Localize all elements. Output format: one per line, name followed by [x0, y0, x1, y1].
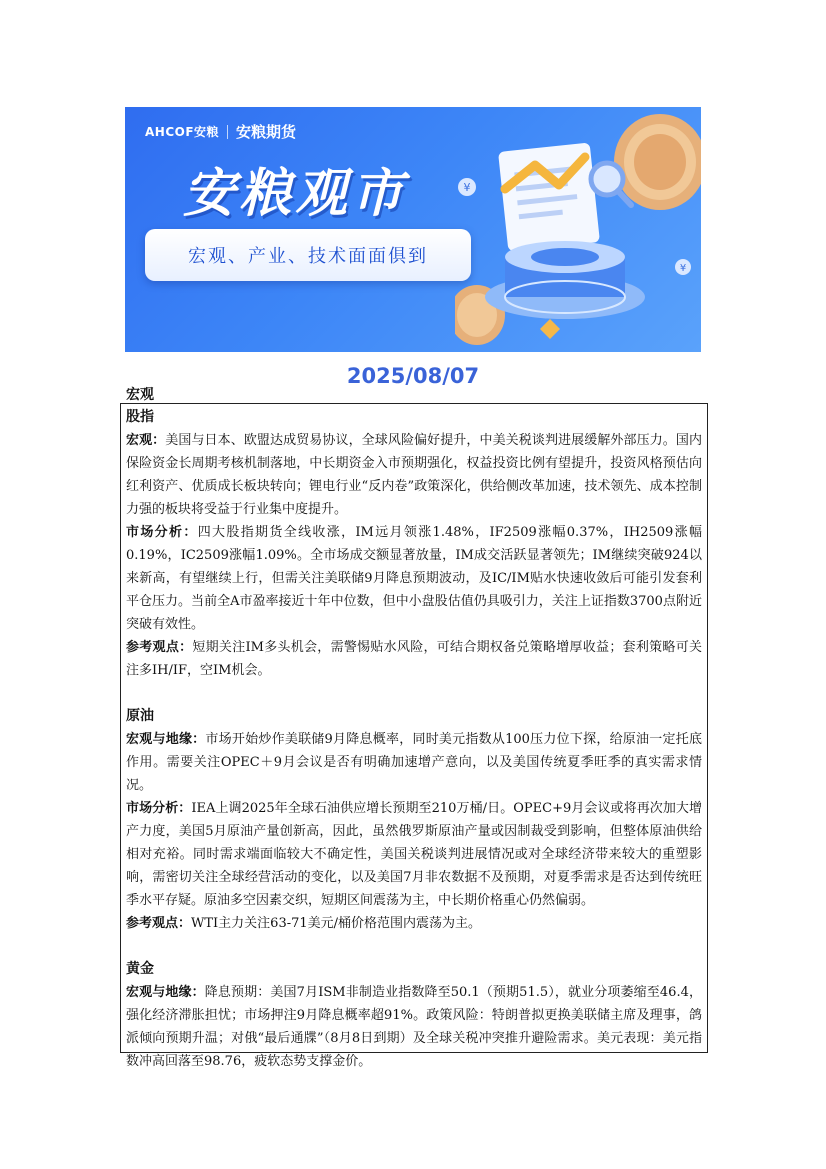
paragraph-text: 市场开始炒作美联储9月降息概率，同时美元指数从100压力位下探，给原油一定托底作用。需要关注OPEC＋9月会议是否有明确加速增产意向，以及美国传统夏季旺季的真实需求情况。	[126, 732, 702, 793]
paragraph-text: 美国与日本、欧盟达成贸易协议，全球风险偏好提升，中美关税谈判进展缓解外部压力。国内保险资金长周期考核机制落地，中长期资金入市预期强化，权益投资比例有望提升，投资风格预估向红利资产、优质成长板块转向；锂电行业“反内卷”政策深化，供给侧改革加速，技术领先、成本控制力强的板块将受益于行业集中度提升。	[126, 433, 702, 517]
section-heading: 黄金	[126, 961, 154, 977]
paragraph-text: 四大股指期货全线收涨，IM远月领涨1.48%，IF2509涨幅0.37%，IH2509涨幅0.19%，IC2509涨幅1.09%。全市场成交额显著放量，IM成交活跃显著领先；IM继续突破924以来新高，有望继续上行，但需关注美联储9月降息预期波动，及IC/IM贴水快速收敛后可能引发套利平仓压力。当前全A市盈率接近十年中位数，但中小盘股估值仍具吸引力，关注上证指数3700点附近突破有效性。	[126, 525, 702, 632]
paragraph-label: 市场分析：	[126, 525, 198, 540]
yen-icon	[458, 178, 476, 196]
section-heading: 股指	[126, 409, 154, 425]
svg-text:¥: ¥	[463, 181, 471, 194]
brand-bar	[145, 121, 296, 142]
paragraph-text: WTI主力关注63-71美元/桶价格范围内震荡为主。	[191, 916, 482, 931]
company-logo: AHCOF安粮	[145, 125, 220, 139]
brand-divider	[227, 125, 228, 139]
paragraph	[126, 728, 702, 797]
paragraph	[126, 636, 702, 682]
banner-title: 安粮观市	[183, 164, 408, 224]
paragraph	[126, 912, 702, 935]
paragraph-text: 降息预期：美国7月ISM非制造业指数降至50.1（预期51.5），就业分项萎缩至46.4，强化经济滞胀担忧；市场押注9月降息概率超91%。政策风险：特朗普拟更换美联储主席及理事，鸽派倾向预期升温；对俄“最后通牒”（8月8日到期）及全球关税冲突推升避险需求。美元表现：美元指数冲高回落至98.76，疲软态势支撑金价。	[126, 985, 702, 1069]
coin-icon	[614, 114, 701, 210]
section-title: 宏观	[126, 387, 154, 403]
report-date: 2025/08/07	[346, 364, 480, 388]
paragraph-label: 市场分析：	[126, 801, 192, 816]
svg-text:¥: ¥	[679, 263, 687, 274]
yen-icon	[675, 259, 691, 275]
platform-icon	[485, 241, 645, 319]
paragraph-label: 宏观：	[126, 433, 166, 448]
company-name: 安粮期货	[236, 123, 297, 141]
paragraph-label: 参考观点：	[126, 640, 193, 655]
paragraph	[126, 797, 702, 912]
paragraph	[126, 981, 702, 1073]
spacer	[126, 682, 702, 705]
paragraph-label: 参考观点：	[126, 916, 192, 931]
paragraph	[126, 429, 702, 521]
paragraph-text: 短期关注IM多头机会，需警惕贴水风险，可结合期权备兑策略增厚收益；套利策略可关注多IH/IF，空IM机会。	[126, 640, 702, 678]
section-heading: 原油	[126, 708, 154, 724]
content-box	[120, 403, 708, 1069]
paragraph-label: 宏观与地缘：	[126, 985, 205, 1000]
diamond-icon	[540, 319, 560, 339]
finance-illustration	[455, 107, 701, 352]
paragraph-label: 宏观与地缘：	[126, 732, 206, 747]
paragraph-text: IEA上调2025年全球石油供应增长预期至210万桶/日。OPEC+9月会议或将再次加大增产力度，美国5月原油产量创新高，因此，虽然俄罗斯原油产量或因制裁受到影响，但整体原油供给相对充裕。同时需求端面临较大不确定性，美国关税谈判进展情况或对全球经济带来较大的重塑影响，需密切关注全球经营活动的变化，以及美国7月非农数据不及预期，对夏季需求是否达到传统旺季水平存疑。原油多空因素交织，短期区间震荡为主，中长期价格重心仍然偏弱。	[126, 801, 702, 908]
header-banner	[125, 107, 701, 352]
banner-subtitle: 宏观、产业、技术面面俱到	[145, 229, 471, 281]
paragraph	[126, 521, 702, 636]
spacer	[126, 935, 702, 958]
